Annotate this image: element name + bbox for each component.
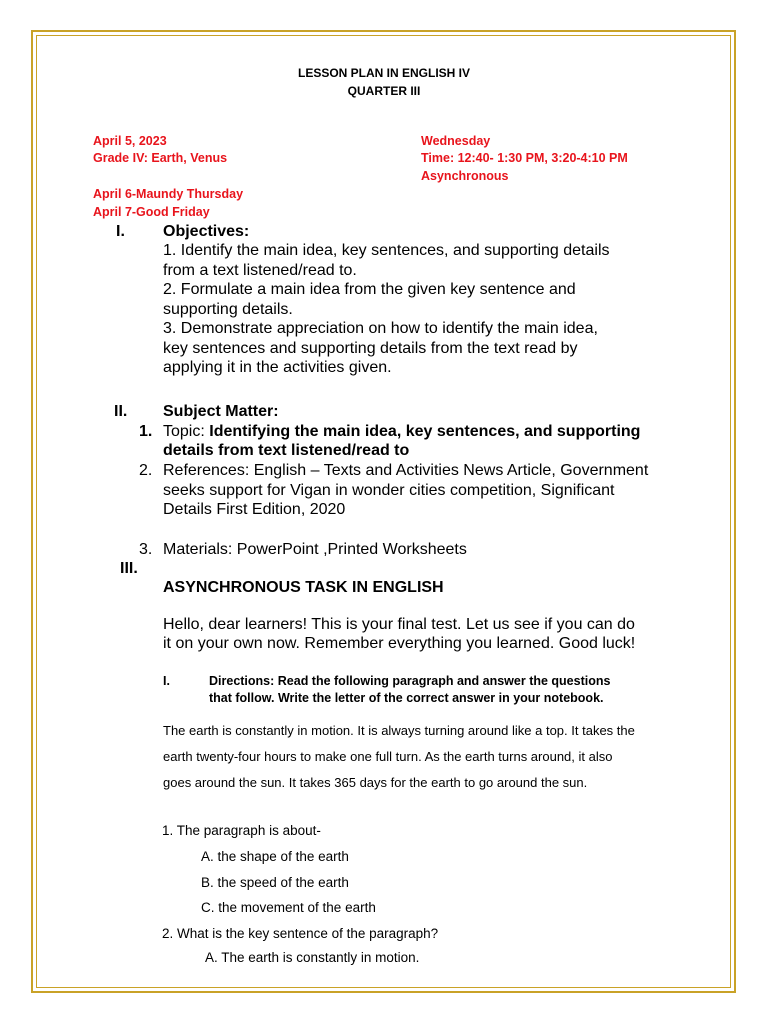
- objective-line: from a text listened/read to.: [163, 262, 357, 279]
- materials-number: 3.: [139, 541, 153, 558]
- question-1-choice-a: A. the shape of the earth: [201, 849, 349, 864]
- holiday-2: April 7-Good Friday: [93, 205, 210, 219]
- question-1-choice-c: C. the movement of the earth: [201, 900, 376, 915]
- lesson-day: Wednesday: [421, 134, 491, 148]
- grade-sections: Grade IV: Earth, Venus: [93, 151, 228, 165]
- subject-matter-heading: Subject Matter:: [163, 403, 279, 420]
- task-intro-line: Hello, dear learners! This is your final test. Let us see if you can do: [163, 616, 635, 633]
- section-numeral-3: III.: [120, 560, 138, 577]
- lesson-mode: Asynchronous: [421, 169, 509, 183]
- section-numeral-1: I.: [116, 223, 125, 240]
- topic-title: Identifying the main idea, key sentences, and supporting: [209, 423, 641, 440]
- task-heading: ASYNCHRONOUS TASK IN ENGLISH: [163, 579, 444, 596]
- objective-line: 1. Identify the main idea, key sentences, and supporting details: [163, 242, 610, 259]
- section-numeral-2: II.: [114, 403, 128, 420]
- directions-line: Directions: Read the following paragraph and answer the questions: [209, 674, 611, 688]
- document-quarter: QUARTER III: [347, 84, 421, 98]
- topic-number: 1.: [139, 423, 153, 440]
- holiday-1: April 6-Maundy Thursday: [93, 187, 244, 201]
- objectives-heading: Objectives:: [163, 223, 250, 240]
- lesson-date: April 5, 2023: [93, 134, 167, 148]
- lesson-time: Time: 12:40- 1:30 PM, 3:20-4:10 PM: [421, 151, 628, 165]
- question-1-choice-b: B. the speed of the earth: [201, 875, 349, 890]
- question-1: 1. The paragraph is about-: [162, 823, 321, 838]
- topic-label: Topic:: [163, 423, 210, 440]
- document-title: LESSON PLAN IN ENGLISH IV: [297, 66, 471, 80]
- directions-numeral: I.: [163, 674, 170, 688]
- task-intro-line: it on your own now. Remember everything you learned. Good luck!: [163, 635, 636, 652]
- objective-line: 2. Formulate a main idea from the given key sentence and: [163, 281, 576, 298]
- question-2: 2. What is the key sentence of the paragraph?: [162, 926, 439, 941]
- references-line: Details First Edition, 2020: [163, 501, 346, 518]
- reading-paragraph-line: goes around the sun. It takes 365 days for the earth to go around the sun.: [163, 775, 588, 790]
- question-2-choice-a: A. The earth is constantly in motion.: [205, 950, 420, 965]
- materials-line: Materials: PowerPoint ,Printed Worksheets: [163, 541, 467, 558]
- objective-line: key sentences and supporting details from the text read by: [163, 340, 578, 357]
- objective-line: applying it in the activities given.: [163, 359, 392, 376]
- topic-line-1: [163, 422, 640, 442]
- page-border-inner: [36, 35, 731, 988]
- objective-line: 3. Demonstrate appreciation on how to identify the main idea,: [163, 320, 598, 337]
- reading-paragraph-line: The earth is constantly in motion. It is always turning around like a top. It takes the: [163, 723, 635, 738]
- topic-line-2: details from text listened/read to: [163, 442, 410, 459]
- references-line: seeks support for Vigan in wonder cities competition, Significant: [163, 482, 615, 499]
- references-line: References: English – Texts and Activities News Article, Government: [163, 462, 649, 479]
- directions-line: that follow. Write the letter of the correct answer in your notebook.: [209, 691, 604, 705]
- references-number: 2.: [139, 462, 153, 479]
- objective-line: supporting details.: [163, 301, 293, 318]
- reading-paragraph-line: earth twenty-four hours to make one full turn. As the earth turns around, it also: [163, 749, 613, 764]
